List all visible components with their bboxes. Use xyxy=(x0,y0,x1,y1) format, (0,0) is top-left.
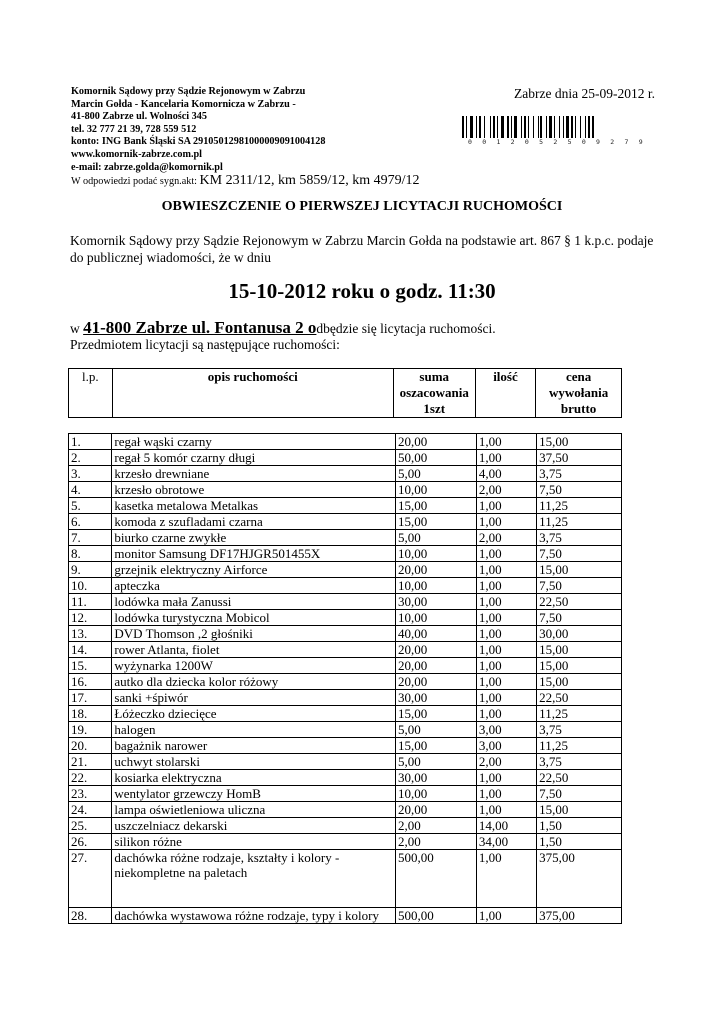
item-quantity: 1,00 xyxy=(476,434,536,450)
auction-place-line xyxy=(70,318,496,338)
item-quantity: 1,00 xyxy=(476,578,536,594)
sender-email: e-mail: zabrze.golda@komornik.pl xyxy=(71,161,223,173)
item-description: autko dla dziecka kolor różowy xyxy=(112,674,396,690)
item-estimated-sum: 2,00 xyxy=(396,834,477,850)
item-lp: 13. xyxy=(69,626,112,642)
item-starting-price: 15,00 xyxy=(537,658,622,674)
item-starting-price: 15,00 xyxy=(537,802,622,818)
item-quantity: 1,00 xyxy=(476,658,536,674)
auction-datetime: 15-10-2012 roku o godz. 11:30 xyxy=(228,279,496,303)
item-quantity: 1,00 xyxy=(476,498,536,514)
barcode-bar xyxy=(501,116,504,138)
table-row xyxy=(69,690,622,706)
barcode-bar xyxy=(462,116,464,138)
item-estimated-sum: 20,00 xyxy=(396,642,477,658)
item-lp: 3. xyxy=(69,466,112,482)
table-row xyxy=(69,530,622,546)
item-description: bagażnik narower xyxy=(112,738,396,754)
header-quantity: ilość xyxy=(475,369,536,418)
item-starting-price: 22,50 xyxy=(537,770,622,786)
item-estimated-sum: 15,00 xyxy=(396,498,477,514)
header-starting-price: cena wywołania brutto xyxy=(536,369,622,418)
item-quantity: 1,00 xyxy=(476,562,536,578)
barcode-bar xyxy=(563,116,564,138)
place-and-date: Zabrze dnia 25-09-2012 r. xyxy=(514,86,655,101)
item-description: silikon różne xyxy=(112,834,396,850)
item-description: krzesło obrotowe xyxy=(112,482,396,498)
item-quantity: 4,00 xyxy=(476,466,536,482)
item-estimated-sum: 15,00 xyxy=(396,738,477,754)
barcode-bar xyxy=(585,116,586,138)
barcode-bar xyxy=(559,116,560,138)
table-row xyxy=(69,658,622,674)
barcode-bar xyxy=(571,116,573,138)
header-description: opis ruchomości xyxy=(112,369,393,418)
table-row xyxy=(69,908,622,924)
case-reference xyxy=(71,173,420,189)
item-lp: 6. xyxy=(69,514,112,530)
item-description: grzejnik elektryczny Airforce xyxy=(112,562,396,578)
barcode xyxy=(462,116,632,138)
barcode-bar xyxy=(466,116,467,138)
item-starting-price: 3,75 xyxy=(537,754,622,770)
item-starting-price: 7,50 xyxy=(537,578,622,594)
barcode-bar xyxy=(566,116,569,138)
item-lp: 14. xyxy=(69,642,112,658)
auction-place-prefix: w xyxy=(70,321,84,336)
table-row xyxy=(69,706,622,722)
table-row xyxy=(69,786,622,802)
item-quantity: 1,00 xyxy=(476,908,536,924)
item-starting-price: 3,75 xyxy=(537,722,622,738)
item-quantity: 2,00 xyxy=(476,530,536,546)
item-starting-price: 375,00 xyxy=(537,850,622,908)
items-table xyxy=(68,433,622,924)
item-lp: 18. xyxy=(69,706,112,722)
item-estimated-sum: 50,00 xyxy=(396,450,477,466)
barcode-bar xyxy=(476,116,477,138)
item-quantity: 34,00 xyxy=(476,834,536,850)
item-starting-price: 3,75 xyxy=(537,466,622,482)
case-reference-value: KM 2311/12, km 5859/12, km 4979/12 xyxy=(199,173,420,189)
item-starting-price: 22,50 xyxy=(537,594,622,610)
item-description: sanki +śpiwór xyxy=(112,690,396,706)
item-description: wyżynarka 1200W xyxy=(112,658,396,674)
item-description: regał wąski czarny xyxy=(112,434,396,450)
item-estimated-sum: 20,00 xyxy=(396,674,477,690)
item-estimated-sum: 5,00 xyxy=(396,530,477,546)
item-description: lodówka mała Zanussi xyxy=(112,594,396,610)
barcode-bar xyxy=(549,116,552,138)
table-row xyxy=(69,514,622,530)
barcode-bar xyxy=(514,116,517,138)
item-description: lodówka turystyczna Mobicol xyxy=(112,610,396,626)
item-estimated-sum: 30,00 xyxy=(396,690,477,706)
sender-bailiff-name: Marcin Gołda - Kancelaria Komornicza w Zabrzu - xyxy=(71,98,296,110)
item-estimated-sum: 20,00 xyxy=(396,802,477,818)
sender-office-name: Komornik Sądowy przy Sądzie Rejonowym w Zabrzu xyxy=(71,86,306,97)
item-estimated-sum: 10,00 xyxy=(396,786,477,802)
barcode-bar xyxy=(580,116,581,138)
item-starting-price: 15,00 xyxy=(537,562,622,578)
barcode-bar xyxy=(524,116,526,138)
table-row xyxy=(69,802,622,818)
header-lp: l.p. xyxy=(69,369,113,418)
table-row xyxy=(69,834,622,850)
header-estimated-sum: suma oszacowania 1szt xyxy=(393,369,475,418)
item-estimated-sum: 30,00 xyxy=(396,594,477,610)
barcode-bar xyxy=(528,116,529,138)
item-quantity: 1,00 xyxy=(476,770,536,786)
item-description: wentylator grzewczy HomB xyxy=(112,786,396,802)
item-estimated-sum: 5,00 xyxy=(396,754,477,770)
items-table-body xyxy=(69,434,622,924)
item-quantity: 1,00 xyxy=(476,786,536,802)
item-estimated-sum: 2,00 xyxy=(396,818,477,834)
table-row xyxy=(69,546,622,562)
table-row xyxy=(69,674,622,690)
barcode-bar xyxy=(497,116,498,138)
item-estimated-sum: 20,00 xyxy=(396,434,477,450)
item-lp: 7. xyxy=(69,530,112,546)
item-starting-price: 11,25 xyxy=(537,706,622,722)
item-quantity: 2,00 xyxy=(476,754,536,770)
barcode-bar xyxy=(490,116,491,138)
sender-address: 41-800 Zabrze ul. Wolności 345 xyxy=(71,111,207,123)
item-lp: 16. xyxy=(69,674,112,690)
sender-bank-account: konto: ING Bank Śląski SA 29105012981000009091004128 xyxy=(71,136,326,148)
item-description: kasetka metalowa Metalkas xyxy=(112,498,396,514)
sender-phone: tel. 32 777 21 39, 728 559 512 xyxy=(71,123,197,135)
item-lp: 17. xyxy=(69,690,112,706)
item-starting-price: 7,50 xyxy=(537,786,622,802)
item-quantity: 1,00 xyxy=(476,706,536,722)
item-quantity: 1,00 xyxy=(476,802,536,818)
table-row xyxy=(69,466,622,482)
item-lp: 12. xyxy=(69,610,112,626)
item-estimated-sum: 10,00 xyxy=(396,610,477,626)
table-row xyxy=(69,450,622,466)
item-estimated-sum: 20,00 xyxy=(396,658,477,674)
item-description: Łóżeczko dziecięce xyxy=(112,706,396,722)
barcode-bar xyxy=(575,116,576,138)
item-estimated-sum: 5,00 xyxy=(396,466,477,482)
item-lp: 15. xyxy=(69,658,112,674)
table-row xyxy=(69,722,622,738)
item-description: krzesło drewniane xyxy=(112,466,396,482)
item-starting-price: 3,75 xyxy=(537,530,622,546)
table-row xyxy=(69,818,622,834)
item-starting-price: 30,00 xyxy=(537,626,622,642)
item-lp: 11. xyxy=(69,594,112,610)
intro-paragraph: Komornik Sądowy przy Sądzie Rejonowym w Zabrzu Marcin Gołda na podstawie art. 867 § 1 k.p.c. podaje do publicznej wiadomości, że w dniu xyxy=(70,233,654,265)
item-description: komoda z szufladami czarna xyxy=(112,514,396,530)
barcode-bar xyxy=(538,116,539,138)
item-description: dachówka wystawowa różne rodzaje, typy i kolory xyxy=(112,908,396,924)
auction-place-suffix: dbędzie się licytacja ruchomości. xyxy=(316,321,496,336)
barcode-bar xyxy=(511,116,512,138)
item-description: apteczka xyxy=(112,578,396,594)
item-estimated-sum: 30,00 xyxy=(396,770,477,786)
item-lp: 19. xyxy=(69,722,112,738)
auction-place-address: 41-800 Zabrze ul. Fontanusa 2 o xyxy=(83,318,317,337)
item-starting-price: 7,50 xyxy=(537,482,622,498)
table-row xyxy=(69,850,622,908)
item-quantity: 1,00 xyxy=(476,674,536,690)
sender-block xyxy=(71,86,420,189)
item-estimated-sum: 20,00 xyxy=(396,562,477,578)
item-quantity: 3,00 xyxy=(476,722,536,738)
item-estimated-sum: 10,00 xyxy=(396,482,477,498)
item-starting-price: 37,50 xyxy=(537,450,622,466)
table-row xyxy=(69,642,622,658)
sender-website: www.komornik-zabrze.com.pl xyxy=(71,148,203,160)
item-lp: 10. xyxy=(69,578,112,594)
barcode-bar xyxy=(554,116,555,138)
item-estimated-sum: 500,00 xyxy=(396,850,477,908)
item-quantity: 1,00 xyxy=(476,450,536,466)
item-lp: 2. xyxy=(69,450,112,466)
case-reference-label: W odpowiedzi podać sygn.akt: xyxy=(71,176,197,188)
item-lp: 1. xyxy=(69,434,112,450)
item-estimated-sum: 500,00 xyxy=(396,908,477,924)
item-quantity: 1,00 xyxy=(476,690,536,706)
item-starting-price: 1,50 xyxy=(537,818,622,834)
item-lp: 27. xyxy=(69,850,112,908)
item-quantity: 1,00 xyxy=(476,642,536,658)
item-estimated-sum: 5,00 xyxy=(396,722,477,738)
table-row xyxy=(69,434,622,450)
item-lp: 28. xyxy=(69,908,112,924)
item-description: lampa oświetleniowa uliczna xyxy=(112,802,396,818)
item-lp: 20. xyxy=(69,738,112,754)
item-quantity: 1,00 xyxy=(476,546,536,562)
item-description: regał 5 komór czarny długi xyxy=(112,450,396,466)
table-row xyxy=(69,626,622,642)
item-estimated-sum: 40,00 xyxy=(396,626,477,642)
item-estimated-sum: 15,00 xyxy=(396,514,477,530)
table-row xyxy=(69,482,622,498)
subject-line: Przedmiotem licytacji są następujące ruchomości: xyxy=(70,337,340,352)
item-starting-price: 375,00 xyxy=(537,908,622,924)
barcode-bar xyxy=(493,116,495,138)
document-title: OBWIESZCZENIE O PIERWSZEJ LICYTACJI RUCHOMOŚCI xyxy=(161,199,563,214)
table-row xyxy=(69,754,622,770)
item-description: halogen xyxy=(112,722,396,738)
item-quantity: 1,00 xyxy=(476,610,536,626)
items-table-header xyxy=(68,368,622,418)
item-quantity: 1,00 xyxy=(476,594,536,610)
header-row xyxy=(69,369,622,418)
barcode-bar xyxy=(470,116,473,138)
item-lp: 5. xyxy=(69,498,112,514)
item-quantity: 2,00 xyxy=(476,482,536,498)
item-starting-price: 11,25 xyxy=(537,498,622,514)
barcode-bar xyxy=(479,116,481,138)
item-lp: 26. xyxy=(69,834,112,850)
item-estimated-sum: 10,00 xyxy=(396,578,477,594)
item-description: uchwyt stolarski xyxy=(112,754,396,770)
item-description: monitor Samsung DF17HJGR501455X xyxy=(112,546,396,562)
item-estimated-sum: 15,00 xyxy=(396,706,477,722)
table-row xyxy=(69,498,622,514)
barcode-bar xyxy=(507,116,509,138)
item-lp: 4. xyxy=(69,482,112,498)
barcode-bar xyxy=(533,116,534,138)
item-quantity: 1,00 xyxy=(476,626,536,642)
barcode-bar xyxy=(484,116,485,138)
item-starting-price: 1,50 xyxy=(537,834,622,850)
item-description: kosiarka elektryczna xyxy=(112,770,396,786)
item-lp: 21. xyxy=(69,754,112,770)
table-row xyxy=(69,594,622,610)
item-lp: 8. xyxy=(69,546,112,562)
table-row xyxy=(69,562,622,578)
item-quantity: 1,00 xyxy=(476,514,536,530)
item-description: rower Atlanta, fiolet xyxy=(112,642,396,658)
table-row xyxy=(69,578,622,594)
item-lp: 23. xyxy=(69,786,112,802)
item-lp: 24. xyxy=(69,802,112,818)
table-row xyxy=(69,770,622,786)
item-lp: 9. xyxy=(69,562,112,578)
barcode-bar xyxy=(540,116,542,138)
item-description: uszczelniacz dekarski xyxy=(112,818,396,834)
table-row xyxy=(69,610,622,626)
item-estimated-sum: 10,00 xyxy=(396,546,477,562)
item-quantity: 14,00 xyxy=(476,818,536,834)
item-lp: 22. xyxy=(69,770,112,786)
barcode-bar xyxy=(521,116,522,138)
item-description: DVD Thomson ,2 głośniki xyxy=(112,626,396,642)
item-quantity: 1,00 xyxy=(476,850,536,908)
barcode-bar xyxy=(592,116,594,138)
item-description: dachówka różne rodzaje, kształty i kolory - niekompletne na paletach xyxy=(112,850,396,908)
item-starting-price: 11,25 xyxy=(537,738,622,754)
item-starting-price: 15,00 xyxy=(537,674,622,690)
item-starting-price: 7,50 xyxy=(537,610,622,626)
item-quantity: 3,00 xyxy=(476,738,536,754)
barcode-number: 0 0 1 2 0 5 2 5 0 9 2 7 9 xyxy=(468,138,646,146)
item-starting-price: 11,25 xyxy=(537,514,622,530)
table-row xyxy=(69,738,622,754)
barcode-bar xyxy=(546,116,547,138)
item-starting-price: 22,50 xyxy=(537,690,622,706)
item-starting-price: 15,00 xyxy=(537,434,622,450)
item-lp: 25. xyxy=(69,818,112,834)
item-starting-price: 15,00 xyxy=(537,642,622,658)
barcode-bar xyxy=(588,116,590,138)
item-description: biurko czarne zwykłe xyxy=(112,530,396,546)
item-starting-price: 7,50 xyxy=(537,546,622,562)
